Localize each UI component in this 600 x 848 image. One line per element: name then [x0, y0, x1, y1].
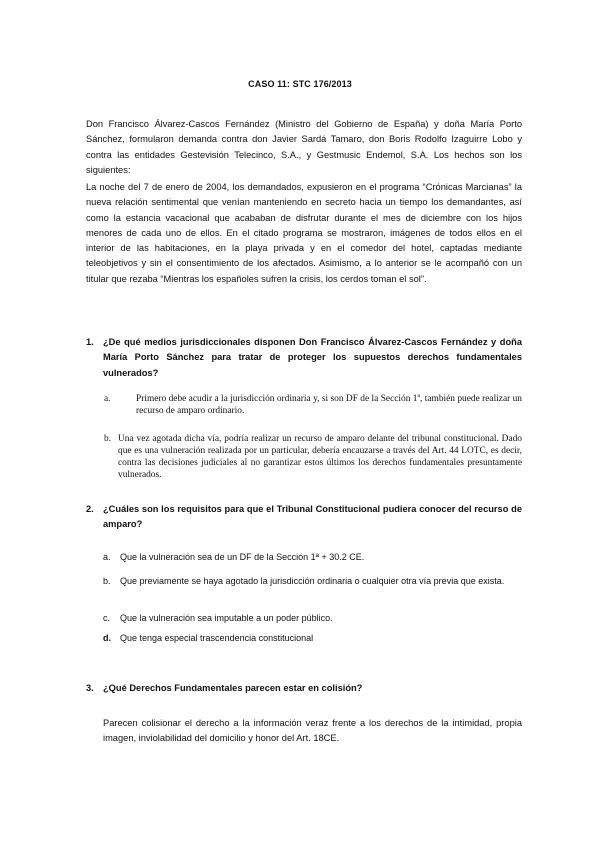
answer-marker: c.	[103, 613, 111, 623]
answer-2b	[103, 571, 522, 591]
intro-paragraph-parties: Don Francisco Álvarez-Cascos Fernández (Ministro del Gobierno de España) y doña María Porto Sánchez, formularon demanda contra don Javier Sardá Tamaro, don Boris Rodolfo Izaguirre Lobo y contra las entidades Gestevisión Telecinco, S.A., y Gestmusic Endemol, S.A. Los hechos son los siguientes:	[86, 119, 522, 175]
answer-text: Que previamente se haya agotado la jurisdicción ordinaria o cualquier otra vía previa que exista.	[120, 576, 505, 586]
document-title: CASO 11: STC 176/2013	[248, 79, 352, 89]
answer-marker: b.	[103, 576, 111, 586]
answer-marker: d.	[103, 633, 111, 643]
answer-marker: a.	[104, 394, 111, 404]
question-text: ¿Cuáles son los requisitos para que el Tribunal Constitucional pudiera conocer del recurso de amparo?	[103, 504, 522, 530]
question-text: ¿De qué medios jurisdiccionales disponen Don Francisco Álvarez-Cascos Fernández y doña María Porto Sánchez para tratar de proteger los supuestos derechos fundamentales vulnerados?	[103, 337, 522, 378]
answer-2c	[103, 611, 522, 626]
answer-marker: a.	[103, 552, 111, 562]
question-2	[86, 502, 522, 533]
answer-text: Que la vulneración sea imputable a un poder público.	[120, 613, 333, 623]
question-text: ¿Qué Derechos Fundamentales parecen estar en colisión?	[103, 683, 363, 693]
answer-2a	[103, 550, 522, 565]
answer-3-paragraph: Parecen colisionar el derecho a la información veraz frente a los derechos de la intimidad, propia imagen, inviolabilidad del domicilio y honor del Art. 18CE.	[103, 718, 522, 744]
question-1	[86, 335, 522, 381]
answer-text: Que la vulneración sea de un DF de la Sección 1ª + 30.2 CE.	[120, 552, 365, 562]
intro-paragraph-facts: La noche del 7 de enero de 2004, los demandados, expusieron en el programa “Crónicas Marcianas” la nueva relación sentimental que venían manteniendo en secreto hacia un tiempo los demandantes, así como la estancia vacacional que acababan de disfrutar durante el mes de diciembre con los hijos menores de cada uno de ellos. En el citado programa se mostraron, imágenes de todos ellos en el interior de las habitaciones, en la playa privada y en el comedor del hotel, captadas mediante teleobjetivos y sin el consentimiento de los afectados. Asimismo, a lo anterior se le acompañó con un titular que rezaba “Mientras los españoles sufren la crisis, los cerdos toman el sol”.	[86, 182, 522, 284]
answer-marker: b.	[104, 434, 112, 444]
answer-2d	[103, 631, 522, 646]
answer-text: Primero debe acudir a la jurisdicción ordinaria y, si son DF de la Sección 1ª, también puede realizar un recurso de amparo ordinario.	[136, 394, 522, 416]
question-3	[86, 681, 522, 696]
answer-text: Que tenga especial trascendencia constitucional	[120, 633, 314, 643]
question-number: 3.	[86, 683, 94, 693]
answer-1b	[104, 433, 522, 481]
question-number: 1.	[86, 337, 94, 347]
answer-1a	[104, 393, 522, 417]
question-number: 2.	[86, 504, 94, 514]
answer-text: Una vez agotada dicha vía, podría realizar un recurso de amparo delante del tribunal constitucional. Dado que es una vulneración realizada por un particular, debería encauzarse a través del Art. 44 LOTC, es decir, contra las decisiones judiciales al no garantizar estos últimos los derechos fundamentales presuntamente vulnerados.	[118, 434, 522, 480]
